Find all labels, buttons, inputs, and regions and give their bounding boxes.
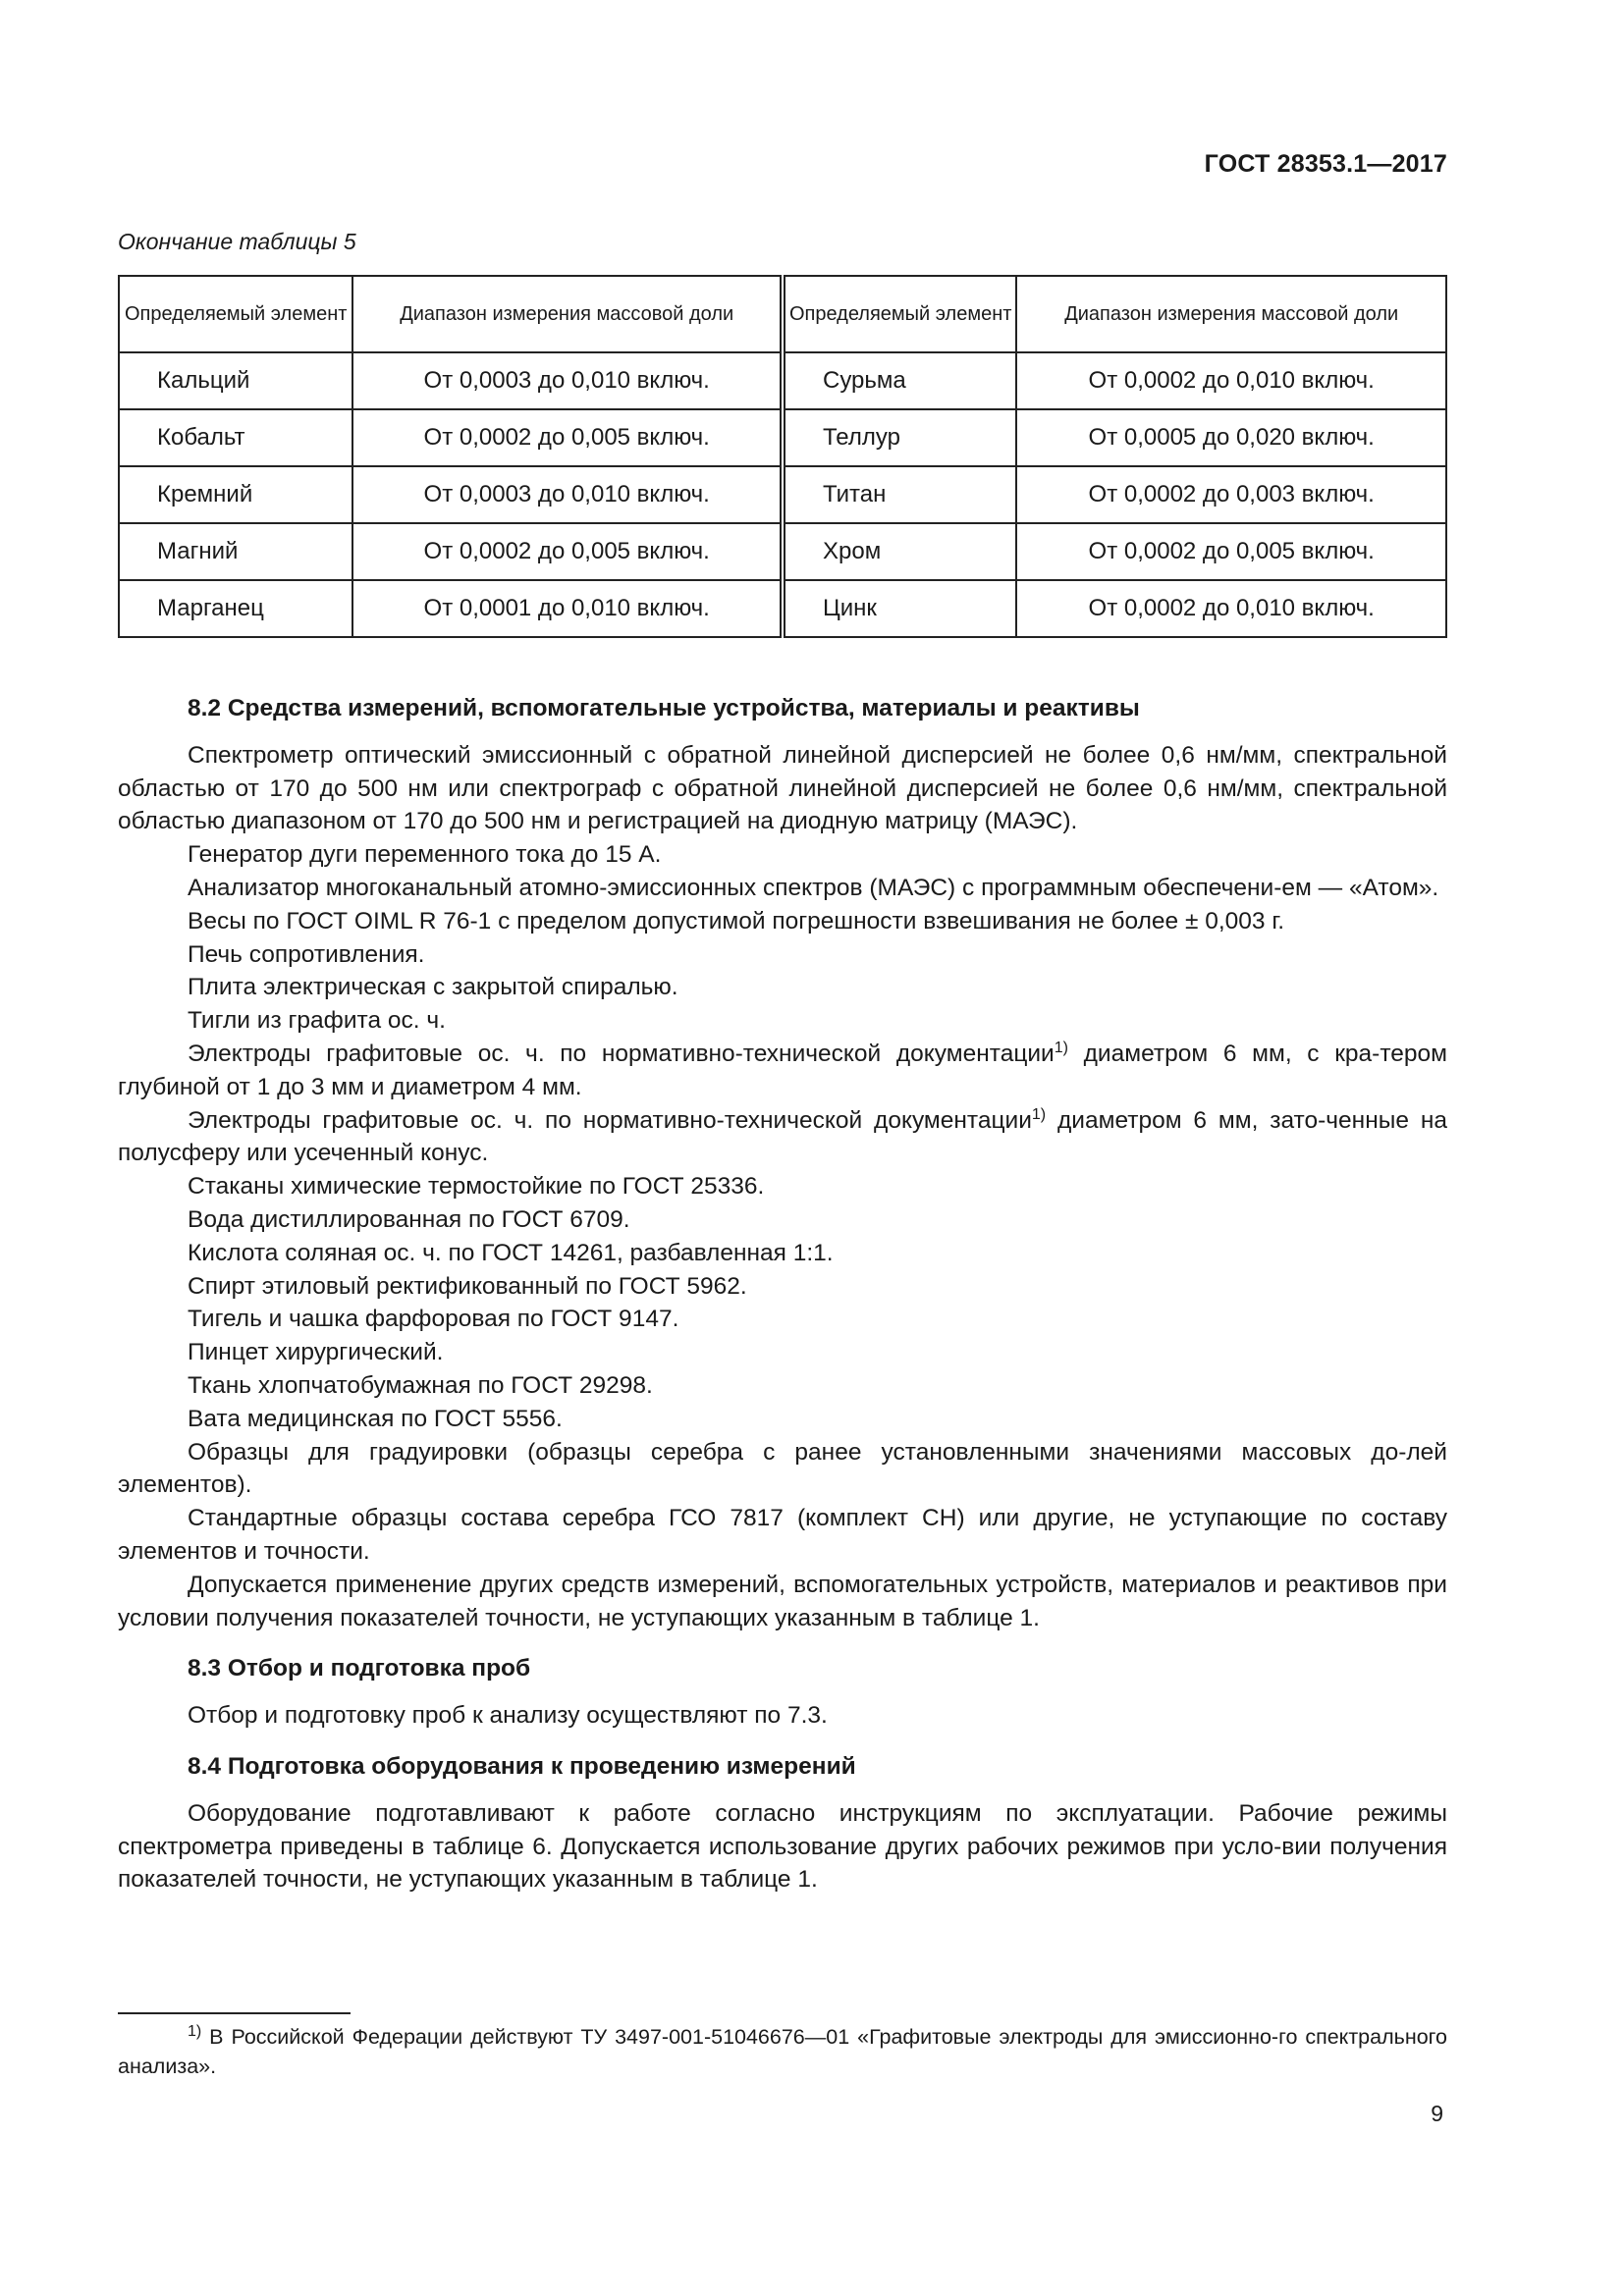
paragraph: Генератор дуги переменного тока до 15 А. xyxy=(188,841,662,869)
range-cell: От 0,0001 до 0,010 включ. xyxy=(352,580,783,637)
table-caption: Окончание таблицы 5 xyxy=(118,229,356,254)
paragraph: Спектрометр оптический эмиссионный с обратной линейной дисперсией не более 0,6 нм/мм, спектральной областью от 170 до 500 нм или спектрограф с обратной линейной дисперсией не более 0,6 нм/мм, спектральной областью диапазоном от 170 до 500 нм и регистрацией на диодную матрицу (МАЭС). xyxy=(118,741,1447,835)
footnote xyxy=(118,2022,1447,2081)
paragraph: Оборудование подготавливают к работе согласно инструкциям по эксплуатации. Рабочие режимы спектрометра приведены в таблице 6. Допускается использование других рабочих режимов при усло-вии получения показателей точности, не уступающих указанным в таблице 1. xyxy=(118,1799,1447,1894)
element-cell: Кальций xyxy=(119,352,352,409)
paragraph-text: диаметром 6 мм, зато-ченные на полусферу или усеченный конус. xyxy=(118,1106,1447,1167)
paragraph: Вода дистиллированная по ГОСТ 6709. xyxy=(188,1205,630,1233)
paragraph xyxy=(118,1104,1447,1171)
paragraph-text: Электроды графитовые ос. ч. по нормативно-технической документации xyxy=(188,1040,1055,1067)
range-cell: От 0,0002 до 0,010 включ. xyxy=(1016,352,1446,409)
spacer xyxy=(118,1634,1447,1652)
range-cell: От 0,0003 до 0,010 включ. xyxy=(352,466,783,523)
footnote-marker: 1) xyxy=(188,2022,202,2040)
paragraph-text: диаметром 6 мм, с кра-тером глубиной от 1 до 3 мм и диаметром 4 мм. xyxy=(118,1040,1448,1100)
header-cell: Диапазон измерения массовой доли xyxy=(352,276,783,352)
paragraph: Вата медицинская по ГОСТ 5556. xyxy=(188,1405,563,1432)
paragraph: Весы по ГОСТ OIML R 76-1 с пределом допустимой погрешности взвешивания не более ± 0,003 г. xyxy=(188,907,1285,934)
header-cell: Определяемый элемент xyxy=(119,276,352,352)
element-cell: Магний xyxy=(119,523,352,580)
footnote-ref: 1) xyxy=(1054,1039,1068,1056)
paragraph: Ткань хлопчатобумажная по ГОСТ 29298. xyxy=(188,1371,653,1399)
paragraph: Анализатор многоканальный атомно-эмиссионных спектров (МАЭС) с программным обеспечени-ем — «Атом». xyxy=(188,874,1439,901)
range-cell: От 0,0002 до 0,010 включ. xyxy=(1016,580,1446,637)
table-row xyxy=(119,580,1446,637)
paragraph-text: Электроды графитовые ос. ч. по нормативно-технической документации xyxy=(188,1106,1032,1134)
element-cell: Кобальт xyxy=(119,409,352,466)
paragraph: Образцы для градуировки (образцы серебра с ранее установленными значениями массовых до-лей элементов). xyxy=(118,1438,1447,1499)
table-5 xyxy=(118,275,1447,638)
paragraph: Стандартные образцы состава серебра ГСО 7817 (комплект СН) или другие, не уступающие по составу элементов и точности. xyxy=(118,1505,1447,1565)
footnote-divider xyxy=(118,2012,351,2014)
header-cell: Определяемый элемент xyxy=(783,276,1016,352)
header-cell: Диапазон измерения массовой доли xyxy=(1016,276,1446,352)
section-heading-8-4: 8.4 Подготовка оборудования к проведению измерений xyxy=(188,1752,856,1780)
range-cell: От 0,0002 до 0,005 включ. xyxy=(1016,523,1446,580)
element-cell: Кремний xyxy=(119,466,352,523)
paragraph: Спирт этиловый ректификованный по ГОСТ 5962. xyxy=(188,1272,747,1300)
table-row xyxy=(119,523,1446,580)
page-number: 9 xyxy=(1431,2101,1443,2126)
document-code: ГОСТ 28353.1—2017 xyxy=(1204,150,1447,178)
paragraph: Стаканы химические термостойкие по ГОСТ 25336. xyxy=(188,1173,765,1201)
range-cell: От 0,0002 до 0,005 включ. xyxy=(352,523,783,580)
range-cell: От 0,0002 до 0,003 включ. xyxy=(1016,466,1446,523)
element-cell: Марганец xyxy=(119,580,352,637)
element-cell: Цинк xyxy=(783,580,1016,637)
section-heading-8-3: 8.3 Отбор и подготовка проб xyxy=(188,1655,531,1682)
paragraph: Тигель и чашка фарфоровая по ГОСТ 9147. xyxy=(188,1306,679,1333)
element-cell: Сурьма xyxy=(783,352,1016,409)
paragraph: Допускается применение других средств измерений, вспомогательных устройств, материалов и реактивов при условии получения показателей точности, не уступающих указанным в таблице 1. xyxy=(118,1571,1447,1631)
element-cell: Титан xyxy=(783,466,1016,523)
paragraph: Отбор и подготовку проб к анализу осуществляют по 7.3. xyxy=(188,1702,828,1730)
paragraph xyxy=(118,1038,1447,1104)
footnote-text: В Российской Федерации действуют ТУ 3497-001-51046676—01 «Графитовые электроды для эмиссионно-го спектрального анализа». xyxy=(118,2025,1447,2078)
table-header-row xyxy=(119,276,1446,352)
paragraph: Кислота соляная ос. ч. по ГОСТ 14261, разбавленная 1:1. xyxy=(188,1239,834,1266)
paragraph: Пинцет хирургический. xyxy=(188,1339,444,1366)
paragraph: Печь сопротивления. xyxy=(188,940,425,968)
section-heading-8-2: 8.2 Средства измерений, вспомогательные устройства, материалы и реактивы xyxy=(188,695,1140,721)
paragraph: Тигли из графита ос. ч. xyxy=(188,1007,446,1035)
document-body xyxy=(118,692,1447,1896)
footnote-ref: 1) xyxy=(1031,1105,1047,1123)
range-cell: От 0,0005 до 0,020 включ. xyxy=(1016,409,1446,466)
paragraph: Плита электрическая с закрытой спиралью. xyxy=(188,974,678,1001)
element-cell: Хром xyxy=(783,523,1016,580)
table-row xyxy=(119,466,1446,523)
range-cell: От 0,0002 до 0,005 включ. xyxy=(352,409,783,466)
element-cell: Теллур xyxy=(783,409,1016,466)
spacer xyxy=(118,1733,1447,1750)
table-row xyxy=(119,352,1446,409)
range-cell: От 0,0003 до 0,010 включ. xyxy=(352,352,783,409)
table-row xyxy=(119,409,1446,466)
